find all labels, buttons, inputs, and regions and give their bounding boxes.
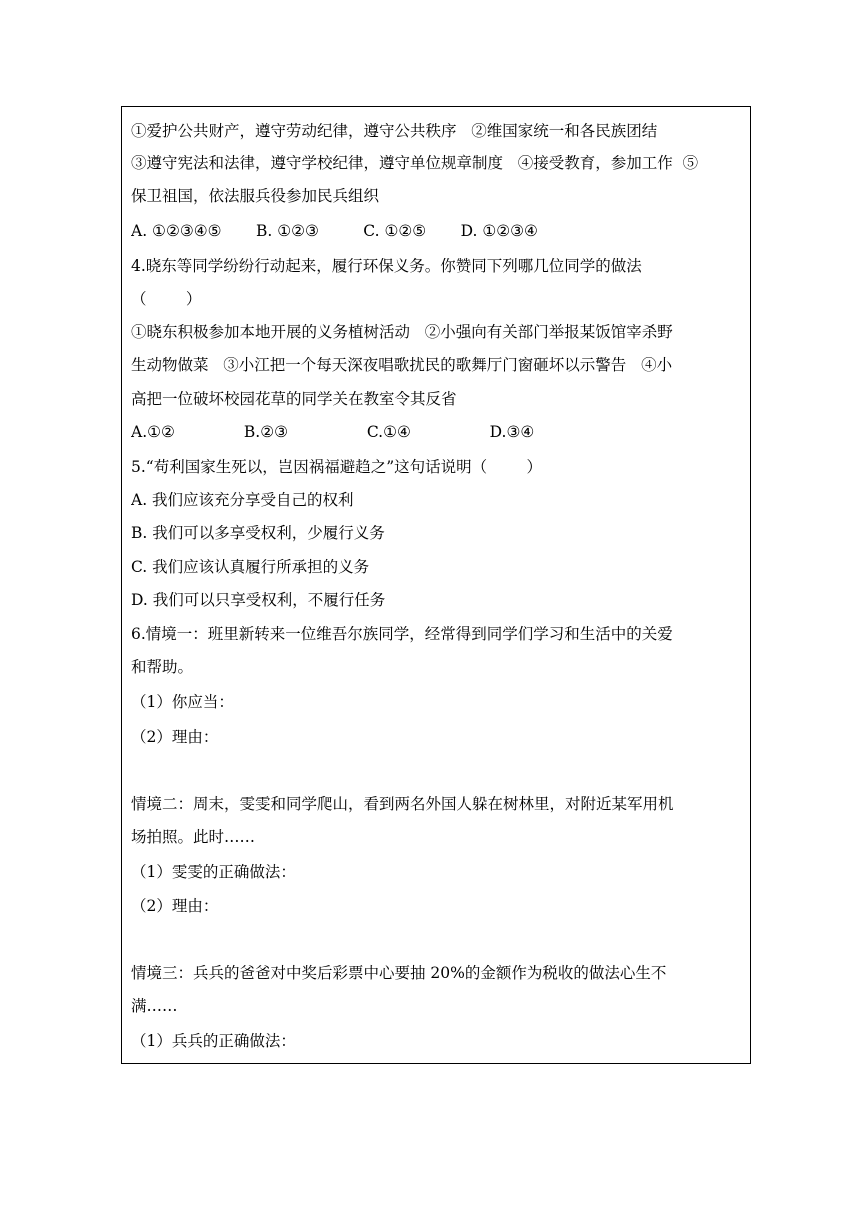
text-line: 和帮助。 — [131, 658, 194, 676]
answer-options: A. ①②③④⑤ B. ①②③ C. ①②⑤ D. ①②③④ — [131, 222, 538, 240]
content-frame — [121, 106, 751, 1064]
text-line: 生动物做菜 ③小江把一个每天深夜唱歌扰民的歌舞厅门窗砸坏以示警告 ④小 — [131, 356, 673, 374]
question-4: 4.晓东等同学纷纷行动起来，履行环保义务。你赞同下列哪几位同学的做法 — [131, 257, 642, 275]
text-line: ③遵守宪法和法律，遵守学校纪律，遵守单位规章制度 ④接受教育，参加工作 ⑤ — [131, 154, 699, 172]
text-line: 保卫祖国，依法服兵役参加民兵组织 — [131, 187, 380, 205]
sub-question: （1）你应当： — [131, 693, 234, 711]
option-c: C. 我们应该认真履行所承担的义务 — [131, 558, 370, 576]
text-line: ①爱护公共财产，遵守劳动纪律，遵守公共秩序 ②维国家统一和各民族团结 — [131, 122, 658, 140]
option-d: D. 我们可以只享受权利，不履行任务 — [131, 591, 386, 609]
text-line: 满…… — [131, 997, 178, 1015]
sub-question: （1）雯雯的正确做法： — [131, 863, 296, 881]
text-line: 场拍照。此时…… — [131, 828, 256, 846]
option-a: A. 我们应该充分享受自己的权利 — [131, 491, 354, 509]
answer-options: A.①② B.②③ C.①④ D.③④ — [131, 423, 535, 441]
text-line: ①晓东积极参加本地开展的义务植树活动 ②小强向有关部门举报某饭馆宰杀野 — [131, 323, 673, 341]
scenario-3: 情境三：兵兵的爸爸对中奖后彩票中心要抽 20%的金额作为税收的做法心生不 — [131, 964, 667, 982]
sub-question: （2）理由： — [131, 897, 219, 915]
sub-question: （1）兵兵的正确做法： — [131, 1032, 296, 1050]
question-5: 5.“苟利国家生死以，岂因祸福避趋之”这句话说明（ ） — [131, 458, 543, 476]
scenario-2: 情境二：周末，雯雯和同学爬山，看到两名外国人躲在树林里，对附近某军用机 — [131, 795, 674, 813]
option-b: B. 我们可以多享受权利，少履行义务 — [131, 524, 385, 542]
answer-blank: （ ） — [131, 290, 202, 308]
question-6: 6.情境一：班里新转来一位维吾尔族同学，经常得到同学们学习和生活中的关爱 — [131, 625, 673, 643]
sub-question: （2）理由： — [131, 728, 219, 746]
text-line: 高把一位破坏校园花草的同学关在教室令其反省 — [131, 390, 457, 408]
